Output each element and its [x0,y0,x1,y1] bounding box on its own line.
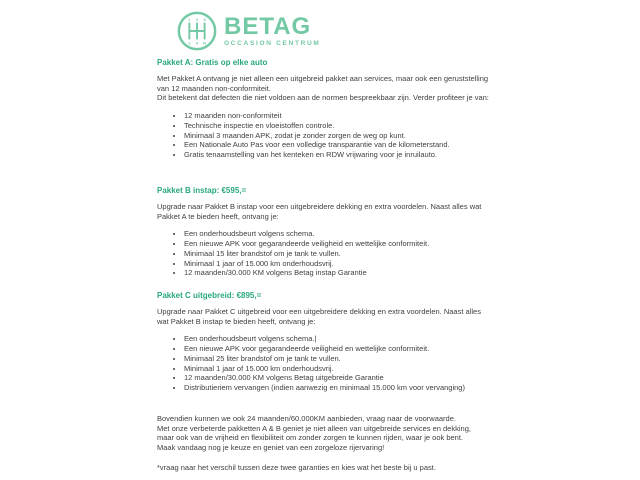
bullet-item: • Een Nationale Auto Pas voor een volledige transparantie van de kilometerstand. [184,140,489,150]
logo-tagline: OCCASION CENTRUM [224,39,321,47]
bullet-item: • Minimaal 25 liter brandstof om je tank te vullen. [184,354,489,364]
section-paragraph: Upgrade naar Pakket C uitgebreid voor een uitgebreidere dekking en extra voordelen. Naast alles wat Pakket B instap te bieden heeft, ontvang je: [157,307,481,326]
closing-line: Met onze verbeterde pakketten A & B geniet je niet alleen van uitgebreide services en dekking, maar ook van de vrijheid en flexibiliteit om zonder zorgen te kunnen rijden, waar je ook bent. [157,423,471,443]
bullet-item: • Een nieuwe APK voor gegarandeerde veiligheid en wettelijke conformiteit. [184,239,489,249]
bullet-item: • Een onderhoudsbeurt volgens schema. [184,229,489,239]
svg-text:R: R [203,41,207,46]
section-paragraph: Met Pakket A ontvang je niet alleen een uitgebreid pakket aan services, maar ook een geruststelling van 12 maanden non-conformiteit. [157,74,489,93]
bullet-list [157,229,489,278]
bullet-item: • Een onderhoudsbeurt volgens schema.| [184,334,489,344]
bullet-list [157,334,489,392]
bullet-item: • Minimaal 15 liter brandstof om je tank te vullen. [184,249,489,259]
footnote: *vraag naar het verschil tussen deze twee garanties en kies wat het beste bij u past. [157,463,436,472]
section-pakket-b [157,186,489,278]
svg-text:4: 4 [195,41,199,46]
bullet-item: • 12 maanden/30.000 KM volgens Betag instap Garantie [184,268,489,278]
bullet-item: • Minimaal 3 maanden APK, zodat je zonder zorgen de weg op kunt. [184,131,489,141]
gear-shift-icon [176,10,218,52]
bullet-item: • Minimaal 1 jaar of 15.000 km onderhoudsvrij. [184,259,489,269]
closing-paragraphs [157,414,489,453]
section-paragraph: Upgrade naar Pakket B instap voor een uitgebreidere dekking en extra voordelen. Naast alles wat Pakket A te bieden heeft, ontvang je: [157,202,482,221]
bullet-item: • 12 maanden/30.000 KM volgens Betag uitgebreide Garantie [184,373,489,383]
logo-brand: BETAG [224,12,312,40]
section-heading: Pakket C uitgebreid: €895,= [157,291,262,300]
svg-text:2: 2 [188,41,191,46]
bullet-item: • 12 maanden non-conformiteit [184,111,489,121]
svg-text:3: 3 [195,17,199,22]
section-paragraph: Dit betekent dat defecten die niet voldoen aan de normen bespreekbaar zijn. Verder profiteer je van: [157,93,489,103]
bullet-item: • Technische inspectie en vloeistoffen controle. [184,121,489,131]
closing-line: Maak vandaag nog je keuze en geniet van een zorgeloze rijervaring! [157,443,385,453]
bullet-item: • Minimaal 1 jaar of 15.000 km onderhoudsvrij. [184,364,489,374]
bullet-item: • Distributieriem vervangen (indien aanwezig en minimaal 15.000 km voor vervanging) [184,383,489,393]
bullet-item: • Een nieuwe APK voor gegarandeerde veiligheid en wettelijke conformiteit. [184,344,489,354]
section-heading: Pakket B instap: €595,= [157,186,247,195]
logo [176,10,321,52]
svg-text:5: 5 [203,17,206,22]
section-pakket-a [157,58,489,160]
bullet-list [157,111,489,160]
section-heading: Pakket A: Gratis op elke auto [157,58,268,67]
svg-text:1: 1 [188,17,191,22]
bullet-item: • Gratis tenaamstelling van het kenteken en RDW vrijwaring voor je inruilauto. [184,150,489,160]
closing-line: Bovendien kunnen we ook 24 maanden/60.000KM aanbieden, vraag naar de voorwaarde. [157,414,456,423]
logo-text [224,12,321,47]
section-pakket-c [157,291,489,393]
